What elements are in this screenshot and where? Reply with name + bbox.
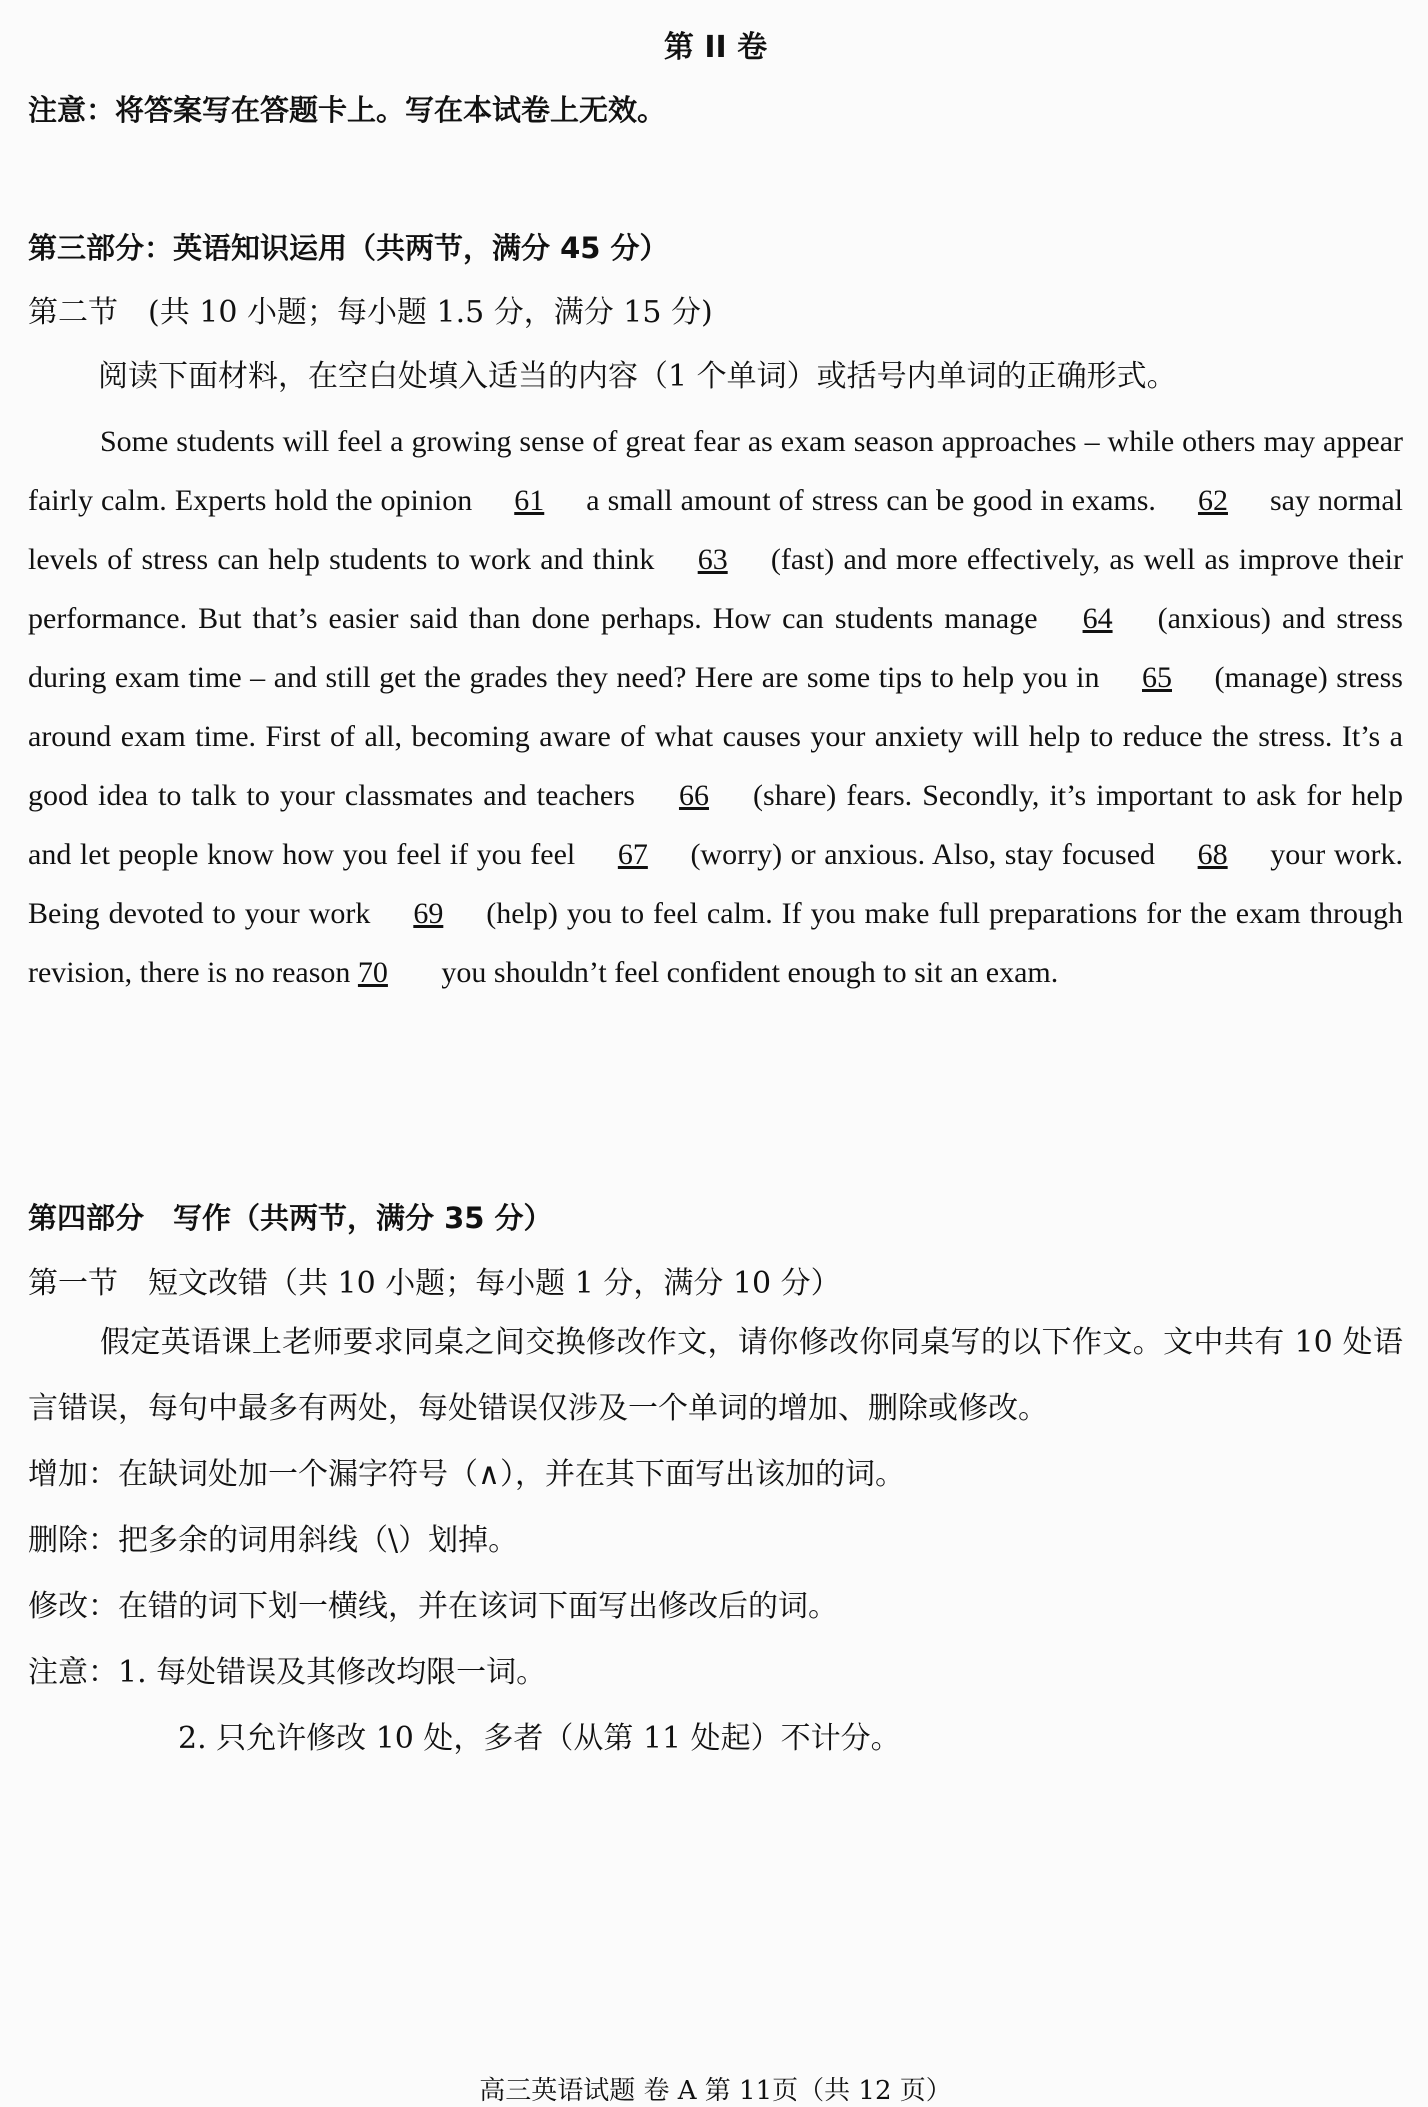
passage-text: you shouldn’t feel confident enough to sit an exam. (433, 956, 1059, 989)
blank-69: 69 (413, 897, 444, 930)
passage-text: (help) you to feel calm. If you make full preparations for the exam through revision, there is no reason (28, 897, 1403, 989)
blank-63: 63 (697, 543, 728, 576)
passage-text: a small amount of stress can be good in exams. (578, 484, 1164, 517)
part3-instruction: 阅读下面材料，在空白处填入适当的内容（1 个单词）或括号内单词的正确形式。 (98, 359, 1177, 394)
passage-text: (anxious) and stress during exam time – and still get the grades they need? Here are some tips to help you in (28, 602, 1403, 694)
blank-67: 67 (617, 838, 648, 871)
rule-delete: 删除：把多余的词用斜线（\）划掉。 (28, 1523, 519, 1558)
blank-68: 68 (1197, 838, 1228, 871)
exam-page (28, 0, 1403, 2104)
rule-modify: 修改：在错的词下划一横线，并在该词下面写出修改后的词。 (28, 1589, 838, 1624)
blank-61: 61 (514, 484, 545, 517)
part3-section-title: 第二节 (共 10 小题；每小题 1.5 分，满分 15 分) (28, 295, 713, 330)
passage-text: (manage) stress around exam time. First of all, becoming aware of what causes your anxiety will help to reduce the stress. It’s a good idea to talk to your classmates and teachers (28, 661, 1403, 812)
part4-title: 第四部分 写作（共两节，满分 35 分） (28, 1201, 553, 1235)
blank-62: 62 (1197, 484, 1228, 517)
blank-64: 64 (1082, 602, 1113, 635)
blank-65: 65 (1142, 661, 1172, 694)
blank-66: 66 (678, 779, 709, 812)
page-footer: 高三英语试题 卷 A 第 11页（共 12 页） (479, 2076, 952, 2106)
passage-text: say normal levels of stress can help students to work and think (28, 484, 1403, 576)
passage-text: Some students will feel a growing sense of great fear as exam season approaches – while others may appear fairly calm. Experts hold the opinion (28, 425, 1403, 517)
part3-title: 第三部分：英语知识运用（共两节，满分 45 分） (28, 231, 669, 265)
passage-text: your work. Being devoted to your work (28, 838, 1403, 930)
cloze-passage (28, 412, 1403, 1002)
proofreading-instructions (28, 1310, 1403, 1772)
blank-70: 70 (357, 956, 388, 989)
proofreading-intro: 假定英语课上老师要求同桌之间交换修改作文，请你修改你同桌写的以下作文。文中共有 10 处语言错误，每句中最多有两处，每处错误仅涉及一个单词的增加、删除或修改。 (28, 1325, 1403, 1426)
rule-add: 增加：在缺词处加一个漏字符号（∧），并在其下面写出该加的词。 (28, 1457, 905, 1492)
note-1: 注意：1. 每处错误及其修改均限一词。 (28, 1655, 547, 1690)
part4-section-title: 第一节 短文改错（共 10 小题；每小题 1 分，满分 10 分） (28, 1266, 841, 1301)
passage-text: (worry) or anxious. Also, stay focused (681, 838, 1164, 871)
passage-text: (share) fears. Secondly, it’s important to ask for help and let people know how you feel if you feel (28, 779, 1403, 871)
volume-title: 第 II 卷 (663, 30, 768, 65)
passage-text: (fast) and more effectively, as well as improve their performance. But that’s easier said than done perhaps. How can students manage (28, 543, 1403, 635)
note-2: 2. 只允许修改 10 处，多者（从第 11 处起）不计分。 (178, 1721, 901, 1756)
answer-notice: 注意：将答案写在答题卡上。写在本试卷上无效。 (28, 93, 667, 127)
